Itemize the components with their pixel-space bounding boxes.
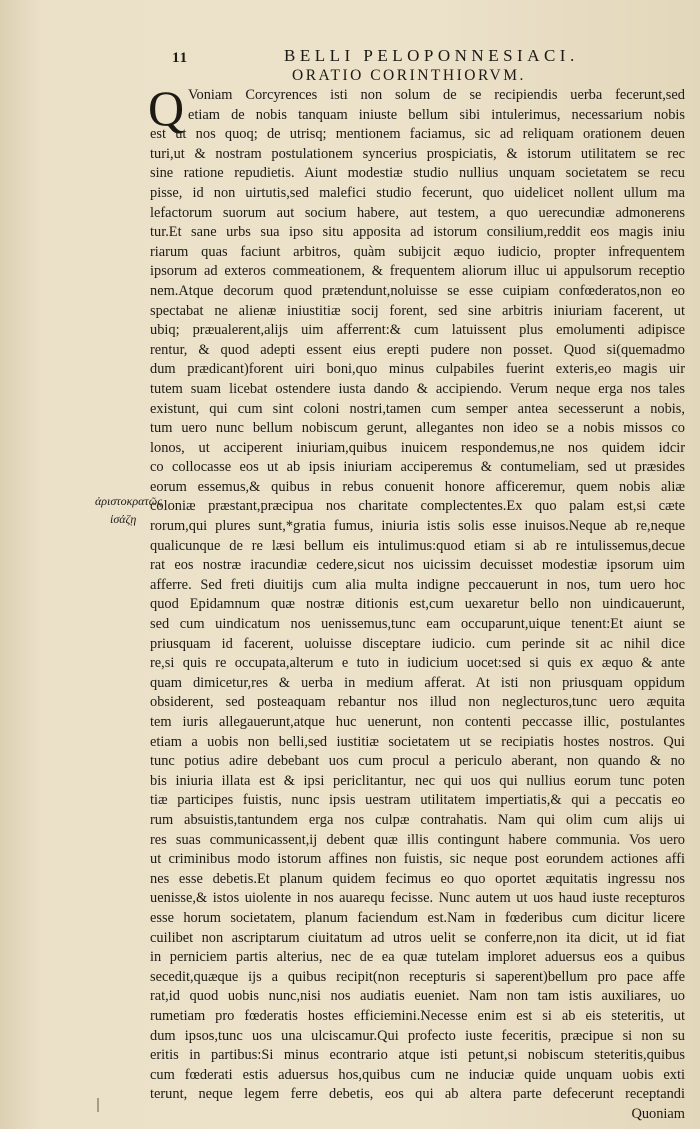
text-line: terunt, neque legem ferre debetis, eos qui ab altera parte defecerunt receptandi [150,1086,685,1103]
text-line: lefactorum suorum aut socium habere, aut testem, a quo uerecundiæ admonerens [150,204,685,221]
folio-number: 11 [172,50,189,66]
text-line: eorum essemus,& quibus in rebus conuenit honore afficeremur, quem nobis aliæ [150,478,685,495]
text-line: dum ipsos,tunc uos una ulciscamur.Qui profecto iuste feceritis, præcipue si non su [150,1027,685,1044]
text-line: tunc potius adire debebant uos cum procul a periculo aberant, non quando & no [150,753,685,770]
drop-cap: Q [148,80,185,136]
text-line: rat eos nostræ iracundiæ cedere,sicut nos uicissim decuisset modestiæ ipsorum uim [150,557,685,574]
text-line: ut criminibus modo istorum affines non fuistis, sic neque post eorundem actiones affi [150,851,685,868]
text-line: existunt, qui cum sint coloni nostri,tamen cum semper antea secesserunt a nobis, [150,400,685,417]
text-line: tur.Et sane urbs sua ipso situ apposita ad istorum consilium,reddit eos magis iniu [150,224,685,241]
text-line: rat,id quod uobis nunc,nisi nos audiatis eueniet. Nam non tam istis auxiliares, uo [150,988,685,1005]
text-line: coloniæ præstant,præcipua nos charitate complectentes.Ex quo palam est,si cæte [150,498,685,515]
text-line: quam dimicetur,res & uerba in medium afferat. At isti non priusquam oppidum [150,674,685,691]
text-line: co collocasse eos ut ab ipsis iniuriam acciperemus & contumeliam, sed ut præsides [150,459,685,476]
text-line: lonos, ut acciperent iniuriam,quibus inuicem respondemus,ne nos quidem idcir [150,439,685,456]
text-line: ubiq; præualerent,alijs uim afferrent:& cum latuissent plus emolumenti adipisce [150,322,685,339]
text-line: nem.Atque decorum quod prætendunt,noluisse se esse cuipiam confœderatos,non eo [150,282,685,299]
text-line: in perniciem partis alterius, nec de ea quæ tutelam imploret aduersus eos a quibus [150,949,685,966]
text-line: priusquam id facerent, uoluisse disceptare iudicio. cum perinde sit ac nihil dice [150,635,685,652]
section-title: ORATIO CORINTHIORVM. [292,67,526,84]
running-head: BELLI PELOPONNESIACI. [284,46,579,65]
text-line: esse horum societatem, planum faciendum est.Nam in fœderibus cum dicitur licere [150,909,685,926]
text-line: tem iuris allegauerunt,atque huc uenerunt, non contenti peccasse illic, postulantes [150,714,685,730]
text-line: re,si quis re occupata,alterum e tuto in iudicium uocet:sed si quis ex æquo & ante [150,655,685,672]
text-line: nes esse debetis.Et planum quidem fecimus eo quo oportet æquitatis ingressu nos [150,870,685,887]
text-line: etiam de nobis tanquam iniuste bellum sibi intulerimus, necessarium nobis [188,106,685,123]
text-line: rum absuistis,tantundem erga nos culpæ contrahatis. Nam qui olim cum alijs ui [150,811,685,828]
marginal-note: ἀριστοκρατῶς [95,494,163,508]
pencil-mark [97,1098,99,1112]
text-line: tutem suam licebat ostendere iusta dando & accipiendo. Verum neque erga nos tales [150,380,685,397]
text-line: pisse, id non uirtutis,sed malefici studio fecerunt, quo uidelicet nollent ullum ma [150,184,685,201]
text-line: Voniam Corcyrences isti non solum de se recipiendis uerba fecerunt,sed [188,87,685,103]
text-line: rorum,qui plures sunt,*gratia fumus, iniuria istis solis esse inuisos.Neque ab re,neque [150,518,685,535]
text-line: afferre. Sed freti diuitijs cum alia multa indigne peccauerunt in nos, tum uero hoc [150,576,685,593]
text-line: secedit,quæque ijs a quibus recipit(non recepturis si saperent)bellum pro pace affe [150,968,685,985]
text-line: dum prædicant)forent uiri boni,quo minus culpabiles fuerint exteris,eo magis uir [150,361,685,378]
text-line: qualicunque de re læsi bellum eis intulimus:quod etiam si ab re intulissemus,decue [150,537,685,554]
text-line: riarum quas faciunt arbitros, quàm subijcit æquo iudicio, propter infrequentem [150,243,685,260]
text-line: tum uero nunc bellum nobiscum gerunt, allegantes non ideo se a nobis missos co [150,420,685,437]
text-line: sed cum uindicatum nos uenissemus,tunc eam occuparunt,uique tenent:Et aiunt se [150,616,685,633]
text-line: cuilibet non ascriptarum ciuitatum ad utros uelit se conferre,non ita dicit, ut id fiat [150,929,685,946]
body-text [148,80,685,1124]
text-line: obsiderent, sed posteaquam rebantur nos illud non neglecturos,tunc uero æquita [150,694,685,711]
text-line: est ut nos quoq; de utrisq; mentionem faciamus, sic ad reliquam orationem deuen [150,126,685,143]
text-line: turi,ut & nostram postulationem syncerius prospiciatis, & istorum utilitatem se rec [150,145,685,162]
text-line: quod Epidamnum quæ nostræ ditionis est,cum uexaretur bello non uindicauerunt, [150,596,685,613]
text-line: uenisse,& istos uiolente in nos auarequ fecisse. Nunc autem ut uos haud iuste recepturos [150,890,685,907]
text-line: cum fœderati estis aduersus hos,quibus cum ne induciæ quide unquam uobis exti [150,1066,685,1083]
text-line: etiam a uobis non belli,sed iustitiæ societatem ut se recipiatis hostes nostros. Qui [150,733,685,750]
text-line: Quoniam [631,1105,685,1122]
text-line: eritis in partibus:Si minus econtrario atque isti petunt,si nobiscum steteritis,quibus [150,1047,685,1064]
text-line: res suas communicassent,ij debent quæ illis contingunt habere communia. Vos uero [150,831,685,848]
text-line: spectabat ne alienæ iniustitiæ socij forent, sed sine arbitris iniuriam facerent, ut [150,302,685,319]
text-line: tiæ participes fuistis, nunc ipsis uestram utilitatem impertiatis,& qui a peccatis eo [150,792,685,809]
text-line: ipsorum ad exteros commeationem, & frequentem aliorum illuc ui appulsorum receptio [150,263,685,280]
text-line: bis iniuria illata est & ipsi periclitantur, nec qui uos qui nullius eorum tunc poten [150,772,685,789]
text-line: rumetiam pro fœderatis hostes efficiemini.Necesse enim est si ab eis steteritis, ut [150,1007,685,1024]
text-line: sine ratione repudietis. Aiunt modestiæ studio nullius unquam societatem se recu [150,165,685,182]
text-line: rentur, & quod adepti essent eius erepti pudere non posset. Quod si(quemadmo [150,341,685,358]
marginal-note: ἰσάζῃ [110,512,137,526]
